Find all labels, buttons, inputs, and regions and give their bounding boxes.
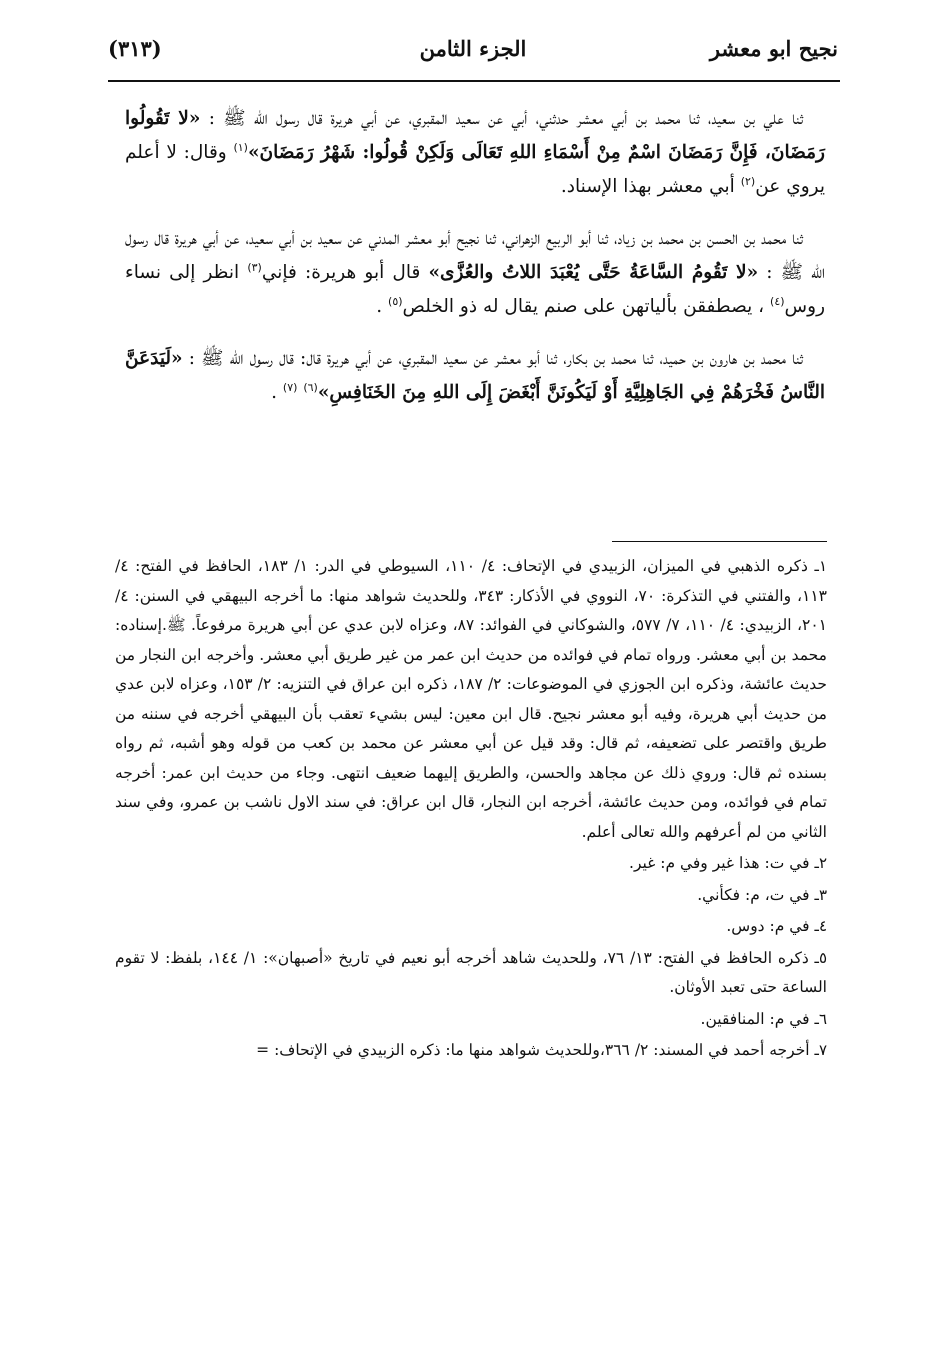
footnote-ref-7[interactable]: (٧)	[282, 380, 298, 394]
hadith-paragraph-2	[125, 222, 825, 324]
hadith-3-end: .	[271, 382, 283, 403]
footnote-separator	[612, 541, 827, 542]
footnote-ref-6[interactable]: (٦)	[303, 380, 318, 394]
footnote-text: في ت، م: فكأني.	[697, 885, 810, 904]
footnote-2	[115, 849, 827, 879]
footnote-text: ذكره الحافظ في الفتح: ١٣/ ٧٦، وللحديث شاهد أخرجه أبو نعيم في تاريخ «أصبهان»: ١/ ١٤٤، بلفظ: لا تقوم الساعة حتى تعبد الأوثان.	[115, 948, 827, 996]
footnote-7	[115, 1036, 827, 1066]
footnote-marker: ٢ـ	[814, 854, 827, 872]
footnote-text: في م: المنافقين.	[700, 1009, 810, 1028]
hadith-1-comment-end: أبي معشر بهذا الإسناد.	[560, 176, 741, 197]
hadith-2-comment-c: ، يصطفقن بألياتهن على صنم يقال له ذو الخلص	[402, 296, 771, 317]
main-text	[125, 102, 825, 428]
footnote-6	[115, 1005, 827, 1035]
footnote-marker: ٥ـ	[814, 948, 827, 967]
hadith-2-chain: ثنا محمد بن الحسن بن محمد بن زياد، ثنا أبو الربيع الزهراني، ثنا نجيح أبو معشر المدني عن سعيد بن أبي سعيد، عن أبي هريرة قال رسول الله ﷺ :	[125, 228, 825, 283]
footnote-ref-1[interactable]: (١)	[233, 140, 248, 154]
page-number: (٣١٣)	[108, 36, 162, 61]
hadith-2-comment-b: انظر إلى نساء روس	[125, 262, 825, 317]
footnote-1	[115, 552, 827, 847]
header-rule	[108, 80, 840, 82]
running-title: نجيح ابو معشر	[709, 36, 838, 61]
footnote-ref-3[interactable]: (٣)	[247, 260, 262, 274]
footnote-5	[115, 944, 827, 1003]
footnotes	[115, 552, 827, 1068]
footnote-marker: ١ـ	[814, 557, 827, 575]
footnote-marker: ٤ـ	[814, 917, 827, 935]
hadith-1-text: «لا تَقُولُوا رَمَضَانَ، فَإِنَّ رَمَضَانَ اسْمٌ مِنْ أَسْمَاءِ اللهِ تَعَالَى وَلَكِنْ قُولُوا: شَهْرُ رَمَضَانَ»	[125, 108, 825, 163]
hadith-paragraph-3	[125, 342, 825, 410]
footnote-3	[115, 881, 827, 911]
footnote-text: في م: دوس.	[726, 917, 810, 935]
hadith-3-chain: ثنا محمد بن هارون بن حميد، ثنا محمد بن بكار، ثنا أبو معشر عن سعيد المقبري، عن أبي هريرة قال: قال رسول الله ﷺ :	[182, 348, 803, 369]
page-header	[108, 36, 838, 76]
footnote-marker: ٧ـ	[814, 1041, 827, 1059]
hadith-2-comment-a: قال أبو هريرة: فإني	[261, 262, 429, 283]
footnote-marker: ٣ـ	[814, 885, 827, 904]
hadith-paragraph-1	[125, 102, 825, 204]
hadith-2-end: .	[376, 296, 389, 317]
footnote-4	[115, 912, 827, 942]
footnote-text: في ت: هذا غير وفي م: غير.	[629, 854, 810, 872]
footnote-ref-5[interactable]: (٥)	[388, 294, 403, 308]
footnote-ref-4[interactable]: (٤)	[770, 294, 785, 308]
footnote-marker: ٦ـ	[814, 1009, 827, 1028]
footnote-text: ذكره الذهبي في الميزان، الزبيدي في الإتحاف: ٤/ ١١٠، السيوطي في الدر: ١/ ١٨٣، الحافظ في الفتح: ٤/ ١١٣، والفتني في التذكرة: ٧٠، النووي في الأذكار: ٣٤٣، وللحديث شواهد منها: ما أخرجه البيهقي في السنن: ٤/ ٢٠١، الزبيدي: ٤/ ١١٠، ٧/ ٥٧٧، والشوكاني في الفوائد: ٨٧، وعزاه لابن عدي عن أبي هريرة مرفوعاً. ﷺ.إسناده: محمد بن أبي معشر. ورواه تمام في فوائده من حديث ابن عمر من غير طريق أبي معشر. وأخرجه ابن النجار من حديث عائشة، وذكره ابن الجوزي في الموضوعات: ٢/ ١٨٧، ذكره ابن عراق في التنزيه: ٢/ ١٥٣، وعزاه لابن عدي من حديث أبي هريرة، وفيه أبو معشر نجيح. قال ابن معين: ليس بشيء تعقب بأن البيهقي أخرجه في سننه من طريق واقتصر على تضعيفه، ثم قال: وقد قيل عن أبي معشر عن محمد بن كعب من قوله وهو أشبه، ثم رواه بسنده ثم قال: وروي ذلك عن مجاهد والحسن، والطريق إليهما ضعيف انتهى. وجاء من حديث ابن عمر: أخرجه تمام في فوائده، ومن حديث عائشة، أخرجه ابن النجار، قال ابن عراق: في سند الاول ناشب بن عمرو، وفي سند الثاني من لم أعرفهم والله تعالى أعلم.	[115, 557, 827, 841]
hadith-1-chain: ثنا علي بن سعيد، ثنا محمد بن أبي معشر حدثني، أبي عن سعيد المقبري، عن أبي هريرة قال رسول الله ﷺ :	[200, 108, 804, 129]
hadith-1-comment: وقال: لا أعلم يروي عن	[125, 142, 825, 197]
part-title: الجزء الثامن	[419, 36, 527, 61]
hadith-3-text: «لَيَدَعَنَّ النَّاسُ فَخْرَهُمْ فِي الجَاهِلِيَّةِ أَوْ لَيَكُونَنَّ أَبْغَضَ إِلَى اللهِ مِنَ الخَنَافِسِ»	[125, 348, 825, 403]
footnote-ref-2[interactable]: (٢)	[740, 174, 756, 188]
hadith-2-text: «لا تَقُومُ السَّاعَةُ حَتَّى يُعْبَدَ اللاتُ والعُزَّى»	[428, 262, 759, 283]
footnote-text: أخرجه أحمد في المسند: ٢/ ٣٦٦،وللحديث شواهد منها ما: ذكره الزبيدي في الإتحاف: =	[256, 1041, 810, 1059]
